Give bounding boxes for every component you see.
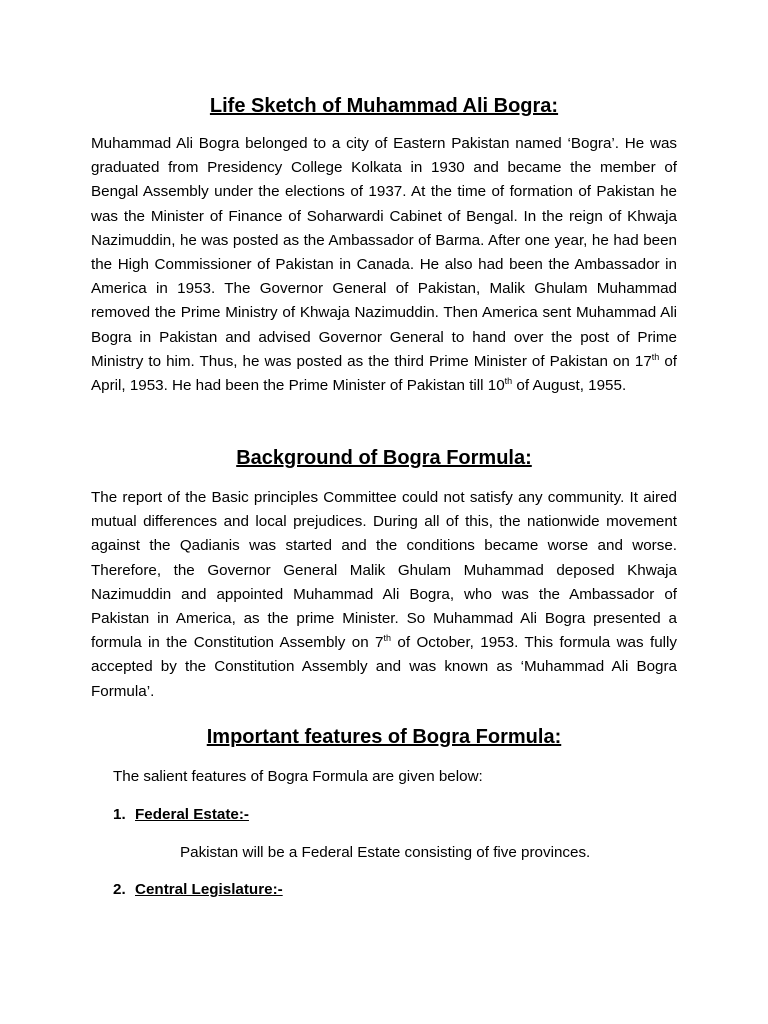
ordinal-suffix: th bbox=[651, 351, 660, 362]
list-item bbox=[113, 804, 249, 826]
life-sketch-paragraph bbox=[91, 132, 677, 398]
ordinal-suffix: th bbox=[504, 376, 513, 387]
life-sketch-heading: Life Sketch of Muhammad Ali Bogra: bbox=[209, 95, 559, 117]
life-sketch-text-2: of April, 1953. He had been the Prime Minister of Pakistan till 10 bbox=[91, 352, 677, 395]
list-item-label: Central Legislature:- bbox=[135, 881, 283, 898]
background-heading: Background of Bogra Formula: bbox=[236, 447, 532, 469]
life-sketch-text-1: Muhammad Ali Bogra belonged to a city of Eastern Pakistan named ‘Bogra’. He was graduated from Presidency College Kolkata in 1930 and became the member of Bengal Assembly under the elections of 1937. At the time of formation of Pakistan he was the Minister of Finance of Soharwardi Cabinet of Bengal. In the reign of Khwaja Nazimuddin, he was posted as the Ambassador of Barma. After one year, he had been the High Commissioner of Pakistan in Canada. He also had been the Ambassador in America in 1953. The Governor General of Pakistan, Malik Ghulam Muhammad removed the Prime Ministry of Khwaja Nazimuddin. Then America sent Muhammad Ali Bogra in Pakistan and advised Governor General to hand over the post of Prime Ministry to him. Thus, he was posted as the third Prime Minister of Pakistan on 17 bbox=[91, 135, 677, 370]
list-item-label: Federal Estate:- bbox=[135, 806, 249, 823]
list-item bbox=[113, 879, 283, 901]
background-text-1: The report of the Basic principles Committee could not satisfy any community. It aired mutual differences and local prejudices. During all of this, the nationwide movement against the Qadianis was started and the conditions became worse and worse. Therefore, the Governor General Malik Ghulam Muhammad deposed Khwaja Nazimuddin and appointed Muhammad Ali Bogra, who was the Ambassador of Pakistan in America, as the prime Minister. So Muhammad Ali Bogra presented a formula in the Constitution Assembly on 7 bbox=[91, 489, 677, 652]
list-item-number: 1. bbox=[113, 806, 126, 823]
ordinal-suffix: th bbox=[383, 633, 392, 644]
features-heading: Important features of Bogra Formula: bbox=[206, 726, 562, 748]
life-sketch-text-3: of August, 1955. bbox=[512, 377, 627, 395]
features-intro: The salient features of Bogra Formula are given below: bbox=[113, 768, 483, 785]
list-item-description: Pakistan will be a Federal Estate consisting of five provinces. bbox=[180, 844, 591, 861]
background-text-2: of October, 1953. This formula was fully accepted by the Constitution Assembly and was known as ‘Muhammad Ali Bogra Formula’. bbox=[91, 634, 677, 700]
background-paragraph bbox=[91, 486, 677, 704]
list-item-number: 2. bbox=[113, 881, 126, 898]
